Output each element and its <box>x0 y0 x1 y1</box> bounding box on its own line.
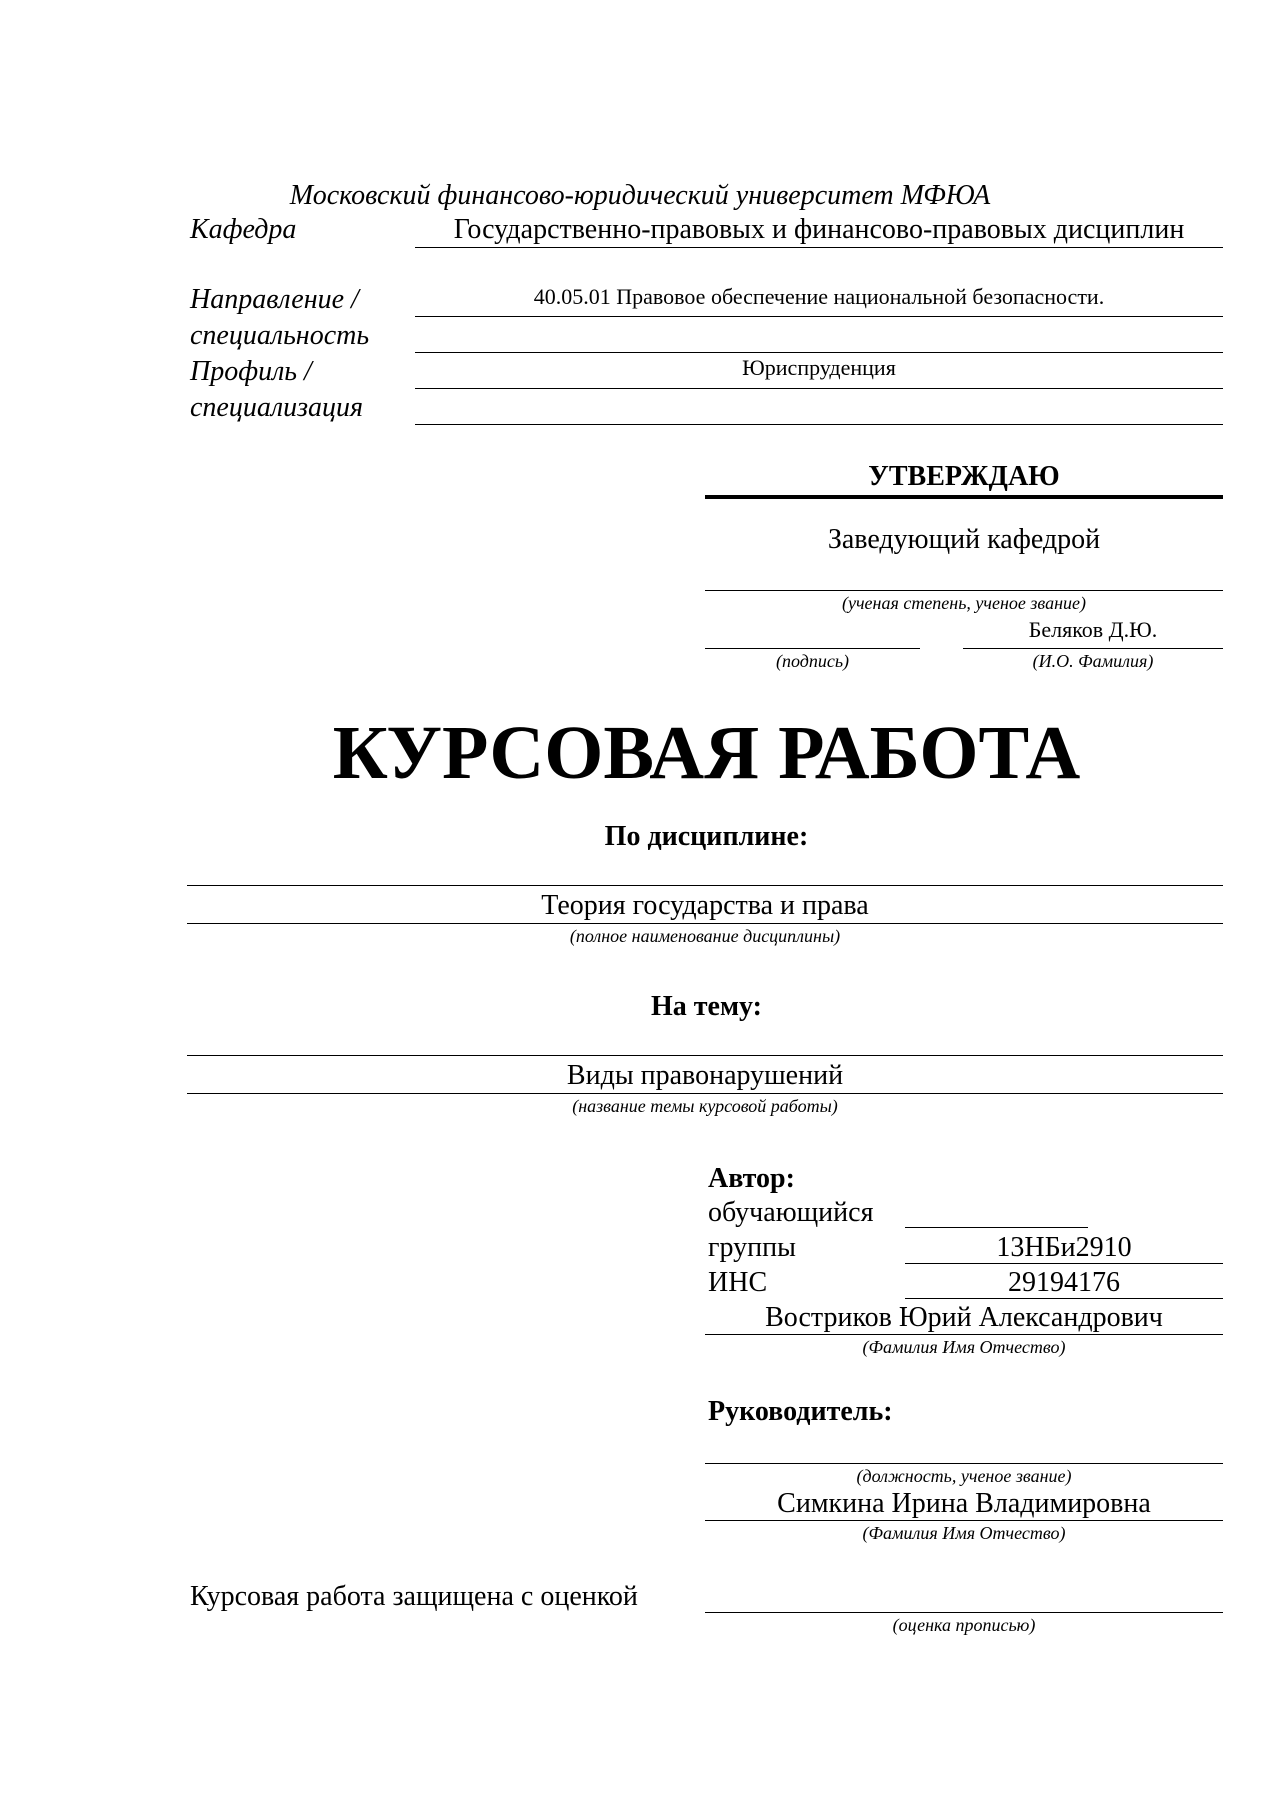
topic-value: Виды правонарушений <box>566 1060 844 1091</box>
topic-heading: На тему: <box>651 991 762 1022</box>
author-student-label: обучающийся <box>708 1197 874 1228</box>
profile-label-line1: Профиль / <box>190 356 312 387</box>
discipline-heading: По дисциплине: <box>604 821 809 852</box>
approval-head-name: Беляков Д.Ю. <box>1028 617 1158 642</box>
author-group-value: 13НБи2910 <box>996 1232 1132 1263</box>
discipline-value: Теория государства и права <box>541 890 869 921</box>
author-heading: Автор: <box>708 1163 795 1194</box>
profile-label-line2: специализация <box>190 392 364 423</box>
department-value: Государственно-правовых и финансово-правовых дисциплин <box>453 214 1185 245</box>
supervisor-name-line <box>705 1520 1223 1521</box>
department-label: Кафедра <box>190 214 297 245</box>
discipline-top-line <box>187 885 1223 886</box>
direction-label-line1: Направление / <box>190 284 359 315</box>
approval-title-rule <box>705 495 1223 499</box>
approval-name-caption: (И.О. Фамилия) <box>1032 651 1154 671</box>
topic-underline <box>187 1093 1223 1094</box>
direction-underline-1 <box>415 316 1223 317</box>
discipline-underline <box>187 923 1223 924</box>
author-name-line <box>705 1334 1223 1335</box>
direction-underline-2 <box>415 352 1223 353</box>
discipline-caption: (полное наименование дисциплины) <box>569 926 841 946</box>
author-ins-line <box>905 1298 1223 1299</box>
author-group-label: группы <box>708 1232 796 1263</box>
approval-signature-caption: (подпись) <box>775 651 850 671</box>
profile-underline-2 <box>415 424 1223 425</box>
university-name: Московский финансово-юридический университет МФЮА <box>289 180 991 211</box>
author-name: Востриков Юрий Александрович <box>765 1302 1163 1333</box>
supervisor-heading: Руководитель: <box>708 1396 893 1427</box>
approval-signature-line <box>705 648 920 649</box>
approval-name-line <box>963 648 1223 649</box>
author-student-line <box>905 1227 1088 1228</box>
author-ins-value: 29194176 <box>1008 1267 1120 1298</box>
grade-caption: (оценка прописью) <box>892 1615 1036 1635</box>
author-ins-label: ИНС <box>708 1267 768 1298</box>
approval-title: УТВЕРЖДАЮ <box>868 461 1060 492</box>
supervisor-position-caption: (должность, ученое звание) <box>856 1466 1072 1486</box>
document-title: КУРСОВАЯ РАБОТА <box>332 711 1081 795</box>
department-underline <box>415 247 1223 248</box>
approval-position: Заведующий кафедрой <box>827 524 1101 555</box>
supervisor-name-caption: (Фамилия Имя Отчество) <box>862 1523 1066 1543</box>
profile-underline-1 <box>415 388 1223 389</box>
author-group-line <box>905 1263 1223 1264</box>
topic-top-line <box>187 1055 1223 1056</box>
direction-value: 40.05.01 Правовое обеспечение национальной безопасности. <box>533 284 1105 309</box>
topic-caption: (название темы курсовой работы) <box>572 1096 838 1116</box>
approval-degree-line <box>705 590 1223 591</box>
author-name-caption: (Фамилия Имя Отчество) <box>862 1337 1066 1357</box>
profile-value: Юриспруденция <box>742 355 896 380</box>
supervisor-position-line <box>705 1463 1223 1464</box>
grade-line <box>705 1612 1223 1613</box>
direction-label-line2: специальность <box>190 320 370 351</box>
approval-degree-caption: (ученая степень, ученое звание) <box>841 593 1087 613</box>
grade-label: Курсовая работа защищена с оценкой <box>190 1581 638 1612</box>
supervisor-name: Симкина Ирина Владимировна <box>777 1488 1151 1519</box>
